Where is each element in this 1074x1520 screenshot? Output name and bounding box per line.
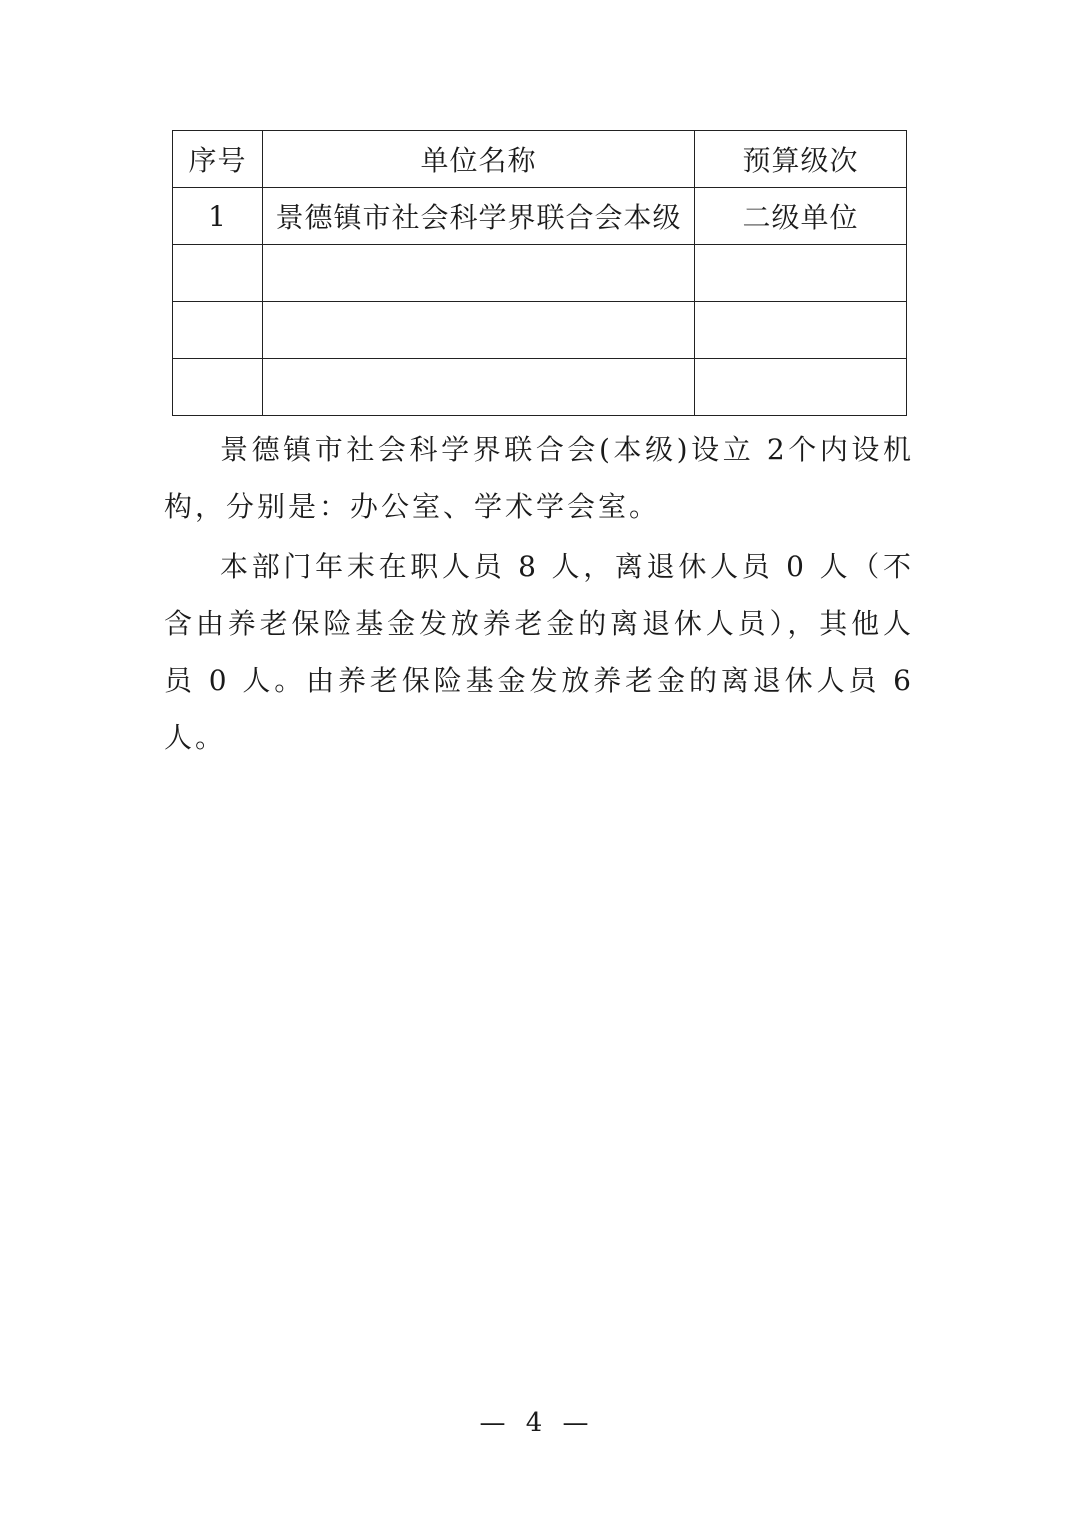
header-budget-level: 预算级次 (695, 131, 907, 188)
cell-budget-level (695, 302, 907, 359)
cell-budget-level: 二级单位 (695, 188, 907, 245)
cell-unit-name (263, 302, 695, 359)
table-row (173, 359, 907, 416)
paragraph-staff: 本部门年末在职人员 8 人，离退休人员 0 人（不含由养老保险基金发放养老金的离退休人员），其他人员 0 人。由养老保险基金发放养老金的离退休人员 6 人。 (164, 550, 914, 754)
cell-unit-name: 景德镇市社会科学界联合会本级 (263, 188, 695, 245)
cell-index (173, 359, 263, 416)
table-header-row (173, 131, 907, 188)
cell-index (173, 302, 263, 359)
cell-budget-level (695, 245, 907, 302)
cell-unit-name (263, 359, 695, 416)
page-number: — 4 — (479, 1408, 595, 1438)
cell-index (173, 245, 263, 302)
cell-unit-name (263, 245, 695, 302)
header-unit-name: 单位名称 (263, 131, 695, 188)
cell-budget-level (695, 359, 907, 416)
table-row (173, 245, 907, 302)
table-row (173, 188, 907, 245)
table-row (173, 302, 907, 359)
header-index: 序号 (173, 131, 263, 188)
cell-index: 1 (173, 188, 263, 245)
paragraph-departments: 景德镇市社会科学界联合会(本级)设立 2个内设机构，分别是：办公室、学术学会室。 (164, 433, 914, 523)
unit-table (172, 130, 907, 416)
